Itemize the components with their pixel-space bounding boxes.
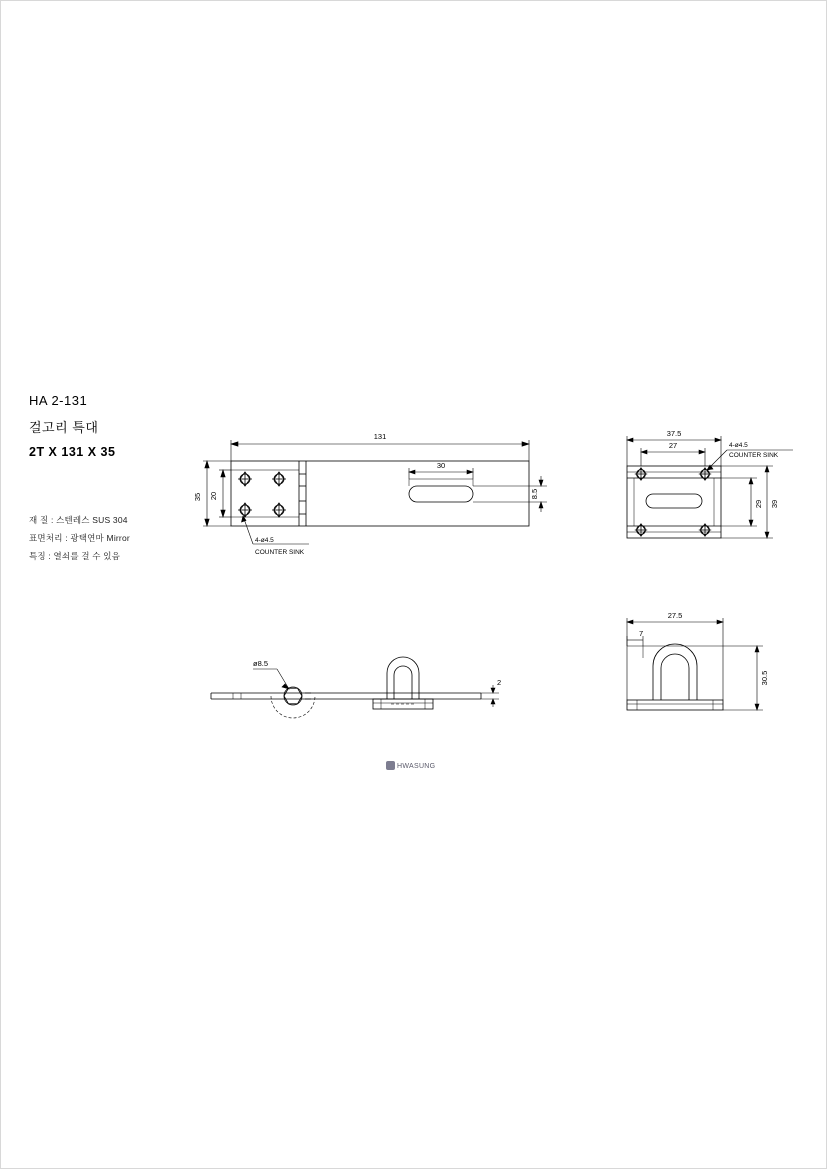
title-block (29, 393, 115, 468)
dim-top-holes-note: COUNTER SINK (255, 549, 305, 556)
dim-front-pin: ø8.5 (253, 659, 269, 668)
part-size: 2T X 131 X 35 (29, 445, 116, 459)
part-code: HA 2-131 (29, 393, 88, 408)
dim-rf-small: 7 (639, 629, 644, 638)
spec-finish: 표면처리 : 광택연마 Mirror (29, 533, 130, 543)
dim-rf-width: 27.5 (667, 611, 683, 620)
logo-text: HWASUNG (397, 763, 436, 770)
dim-top-inner-height: 20 (209, 491, 218, 501)
dim-rt-height-outer: 39 (770, 499, 779, 509)
spec-block (29, 514, 130, 568)
dim-top-length: 131 (373, 432, 387, 441)
top-view (181, 426, 581, 586)
dim-rt-width-inner: 27 (668, 441, 678, 450)
dim-slot-width: 30 (436, 461, 446, 470)
dim-front-thickness: 2 (497, 678, 502, 687)
dim-top-holes: 4-ø4.5 (255, 537, 274, 544)
spec-material: 재 질 : 스텐레스 SUS 304 (29, 515, 128, 525)
right-top-view (601, 426, 811, 576)
dim-rt-width-outer: 37.5 (666, 429, 682, 438)
dim-rt-holes: 4-ø4.5 (729, 442, 748, 449)
dim-rt-height-inner: 29 (754, 499, 763, 509)
dim-slot-height: 8.5 (530, 488, 539, 500)
dim-top-height: 35 (193, 492, 202, 502)
right-front-view (601, 596, 801, 736)
dim-rf-height: 30.5 (760, 670, 769, 686)
front-view (181, 641, 581, 751)
dim-rt-holes-note: COUNTER SINK (729, 452, 779, 459)
company-logo (386, 761, 435, 770)
part-name: 걸고리 특대 (29, 420, 99, 435)
spec-note: 특징 : 열쇠를 걸 수 있음 (29, 551, 121, 561)
logo-mark-icon (386, 761, 395, 770)
